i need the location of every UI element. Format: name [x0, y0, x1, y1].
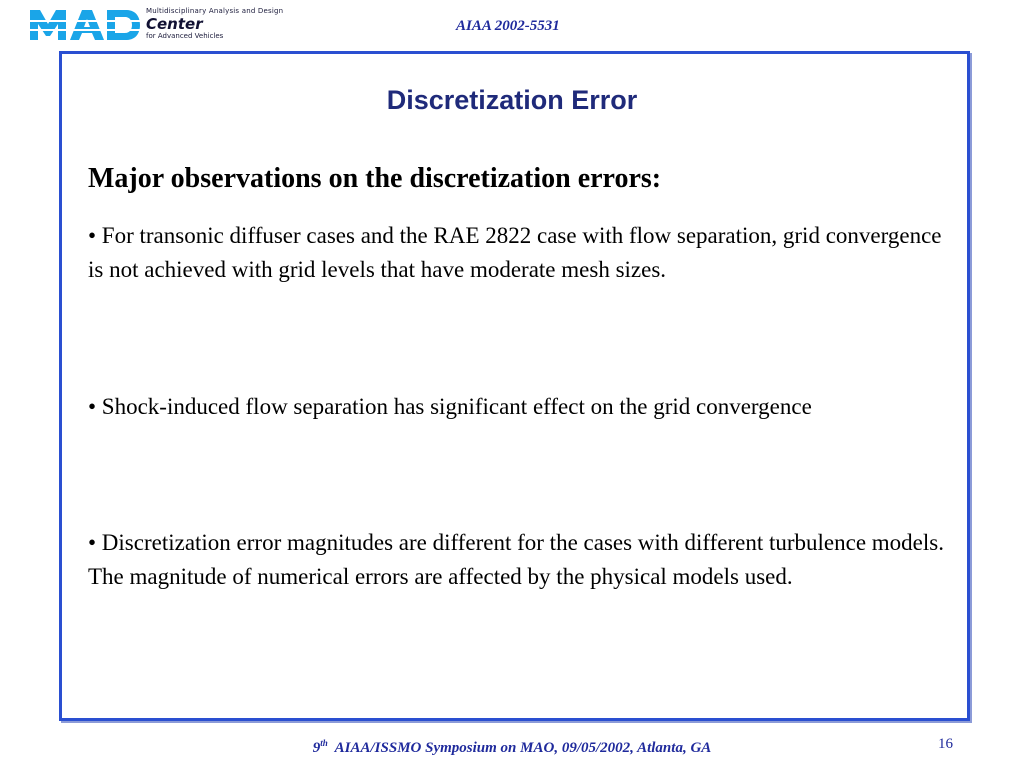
subheading: Major observations on the discretization errors:	[88, 163, 662, 194]
footer-ordinal: 9	[312, 740, 321, 756]
logo-text	[146, 6, 283, 41]
footer-ordinal-suffix: th	[320, 738, 328, 748]
paper-reference: AIAA 2002-5531	[456, 18, 560, 34]
content-frame	[59, 51, 970, 721]
bullet-item: • Discretization error magnitudes are different for the cases with different turbulence models. The magnitude of numerical errors are affected by the physical models used.	[88, 530, 944, 589]
footer-text: AIAA/ISSMO Symposium on MAO, 09/05/2002, Atlanta, GA	[334, 740, 712, 756]
page-number: 16	[938, 736, 953, 752]
bullet-item: • Shock-induced flow separation has significant effect on the grid convergence	[88, 394, 812, 419]
mad-logo-mark	[30, 8, 142, 42]
slide-title: Discretization Error	[386, 85, 638, 115]
logo-line-2: Center	[146, 15, 203, 33]
logo-line-3: for Advanced Vehicles	[146, 32, 224, 40]
footer	[0, 738, 1024, 757]
bullet-item: • For transonic diffuser cases and the RAE 2822 case with flow separation, grid convergence is not achieved with grid levels that have moderate mesh sizes.	[88, 223, 942, 282]
logo-line-1: Multidisciplinary Analysis and Design	[146, 7, 284, 15]
mad-center-logo	[30, 6, 284, 44]
